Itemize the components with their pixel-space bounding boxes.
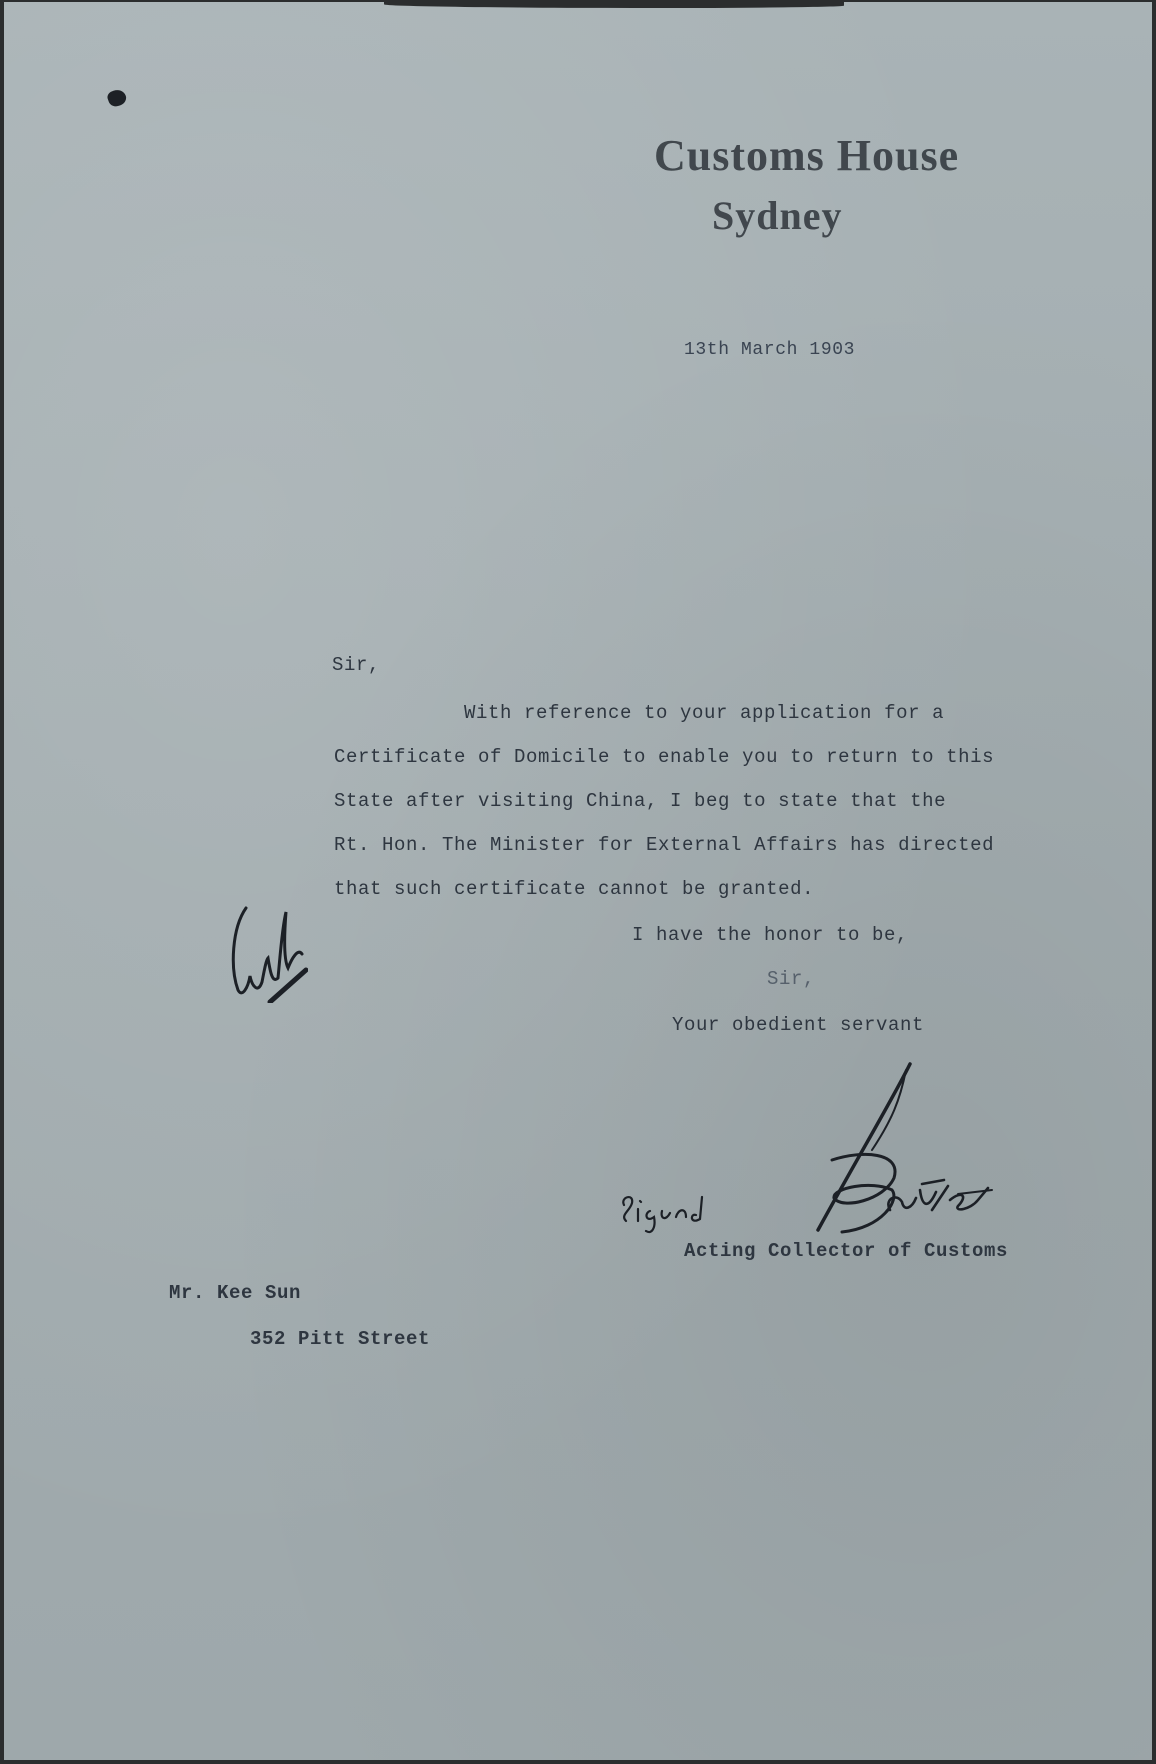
- letterhead-line1: Customs House: [654, 131, 960, 180]
- body-line-4: Rt. Hon. The Minister for External Affairs has directed: [334, 834, 995, 856]
- torn-top-edge: [384, 2, 844, 8]
- body-line-5: that such certificate cannot be granted.: [334, 878, 815, 900]
- letter-date: 13th March 1903: [684, 340, 856, 360]
- closing-line-3: Your obedient servant: [672, 1014, 925, 1036]
- letterhead-line2: Sydney: [712, 193, 843, 238]
- closing-line-1: I have the honor to be,: [632, 924, 909, 946]
- handwritten-signed-note: [616, 1187, 726, 1237]
- closing-line-2: Sir,: [767, 968, 816, 990]
- baxter-signature: [772, 1060, 1002, 1240]
- signatory-title: Acting Collector of Customs: [684, 1240, 1009, 1262]
- margin-initials-signature: [228, 898, 308, 1003]
- body-line-1: With reference to your application for a: [464, 702, 945, 724]
- body-line-2: Certificate of Domicile to enable you to return to this: [334, 746, 995, 768]
- ink-blot: [106, 87, 128, 108]
- addressee-address: 352 Pitt Street: [250, 1328, 431, 1350]
- letter-page: [4, 2, 1152, 1760]
- addressee-name: Mr. Kee Sun: [169, 1282, 302, 1304]
- body-line-3: State after visiting China, I beg to state that the: [334, 790, 947, 812]
- salutation: Sir,: [332, 654, 381, 676]
